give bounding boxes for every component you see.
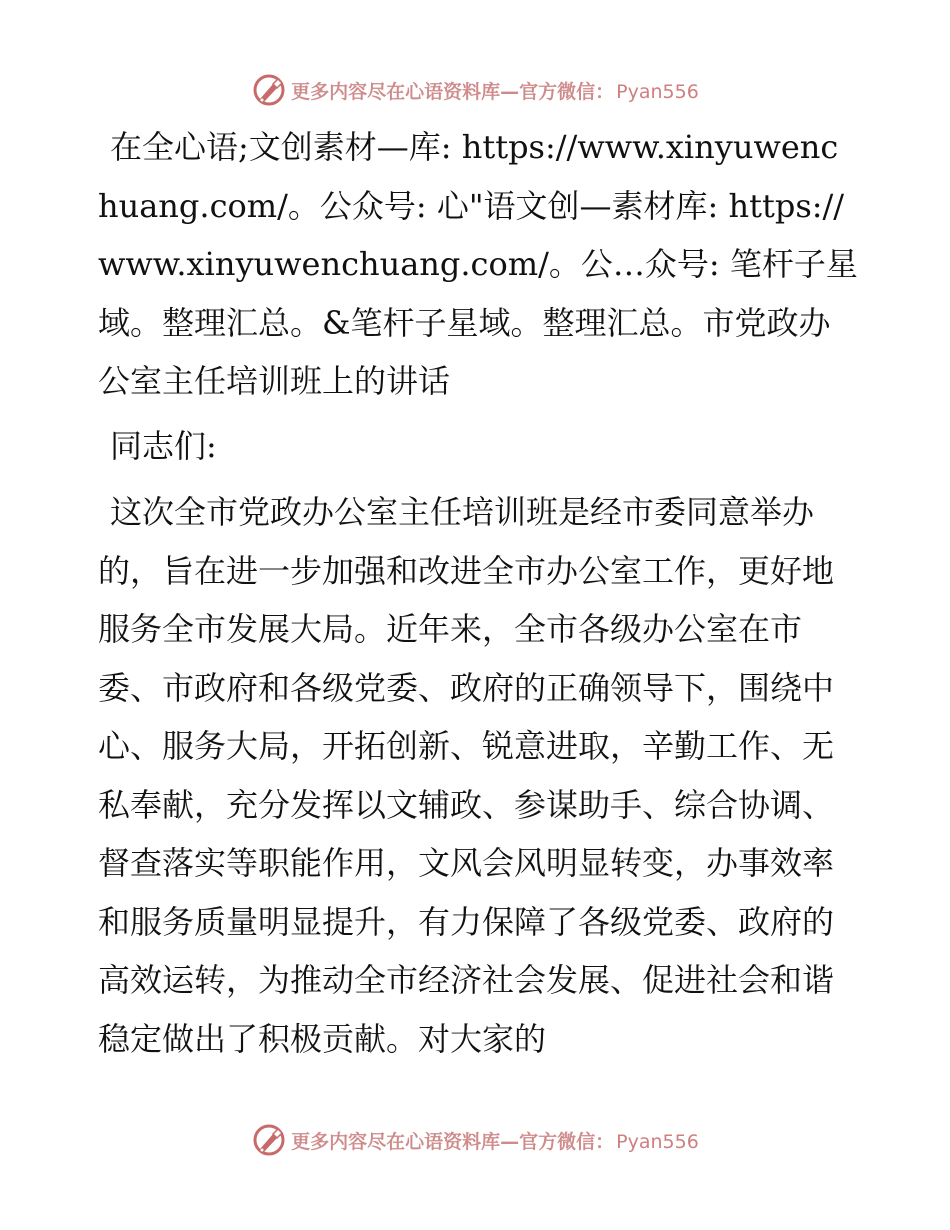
pen-logo-icon bbox=[251, 72, 287, 108]
body-paragraph: 这次全市党政办公室主任培训班是经市委同意举办的，旨在进一步加强和改进全市办公室工作，更好地服务全市发展大局。近年来，全市各级办公室在市委、市政府和各级党委、政府的正确领导下，围绕中心、服务大局，开拓创新、锐意进取，辛勤工作、无私奉献，充分发挥以文辅政、参谋助手、综合协调、督查落实等职能作用，文风会风明显转变，办事效率和服务质量明显提升，有力保障了各级党委、政府的高效运转，为推动全市经济社会发展、促进社会和谐稳定做出了积极贡献。对大家的 bbox=[98, 493, 835, 1058]
intro-paragraph: 在全心语;文创素材—库: https://www.xinyuwenchuang.com/。公众号: 心"语文创—素材库: https://www.xinyuwenchuang.com/。公…众号: 笔杆子星域。整理汇总。&笔杆子星域。整理汇总。市党政办公室主任培训班上的讲话 bbox=[98, 128, 858, 400]
document-body bbox=[98, 118, 858, 1068]
greeting-line: 同志们: bbox=[110, 426, 217, 465]
watermark-text bbox=[291, 1127, 699, 1154]
pen-logo-icon bbox=[251, 1122, 287, 1158]
watermark-text bbox=[291, 77, 699, 104]
watermark-label: 更多内容尽在心语资料库—官方微信： bbox=[291, 1130, 615, 1153]
wechat-id: Pyan556 bbox=[616, 80, 699, 103]
wechat-id: Pyan556 bbox=[616, 1130, 699, 1153]
header-watermark-banner bbox=[0, 70, 950, 110]
footer-watermark-banner bbox=[0, 1120, 950, 1160]
watermark-label: 更多内容尽在心语资料库—官方微信： bbox=[291, 80, 615, 103]
